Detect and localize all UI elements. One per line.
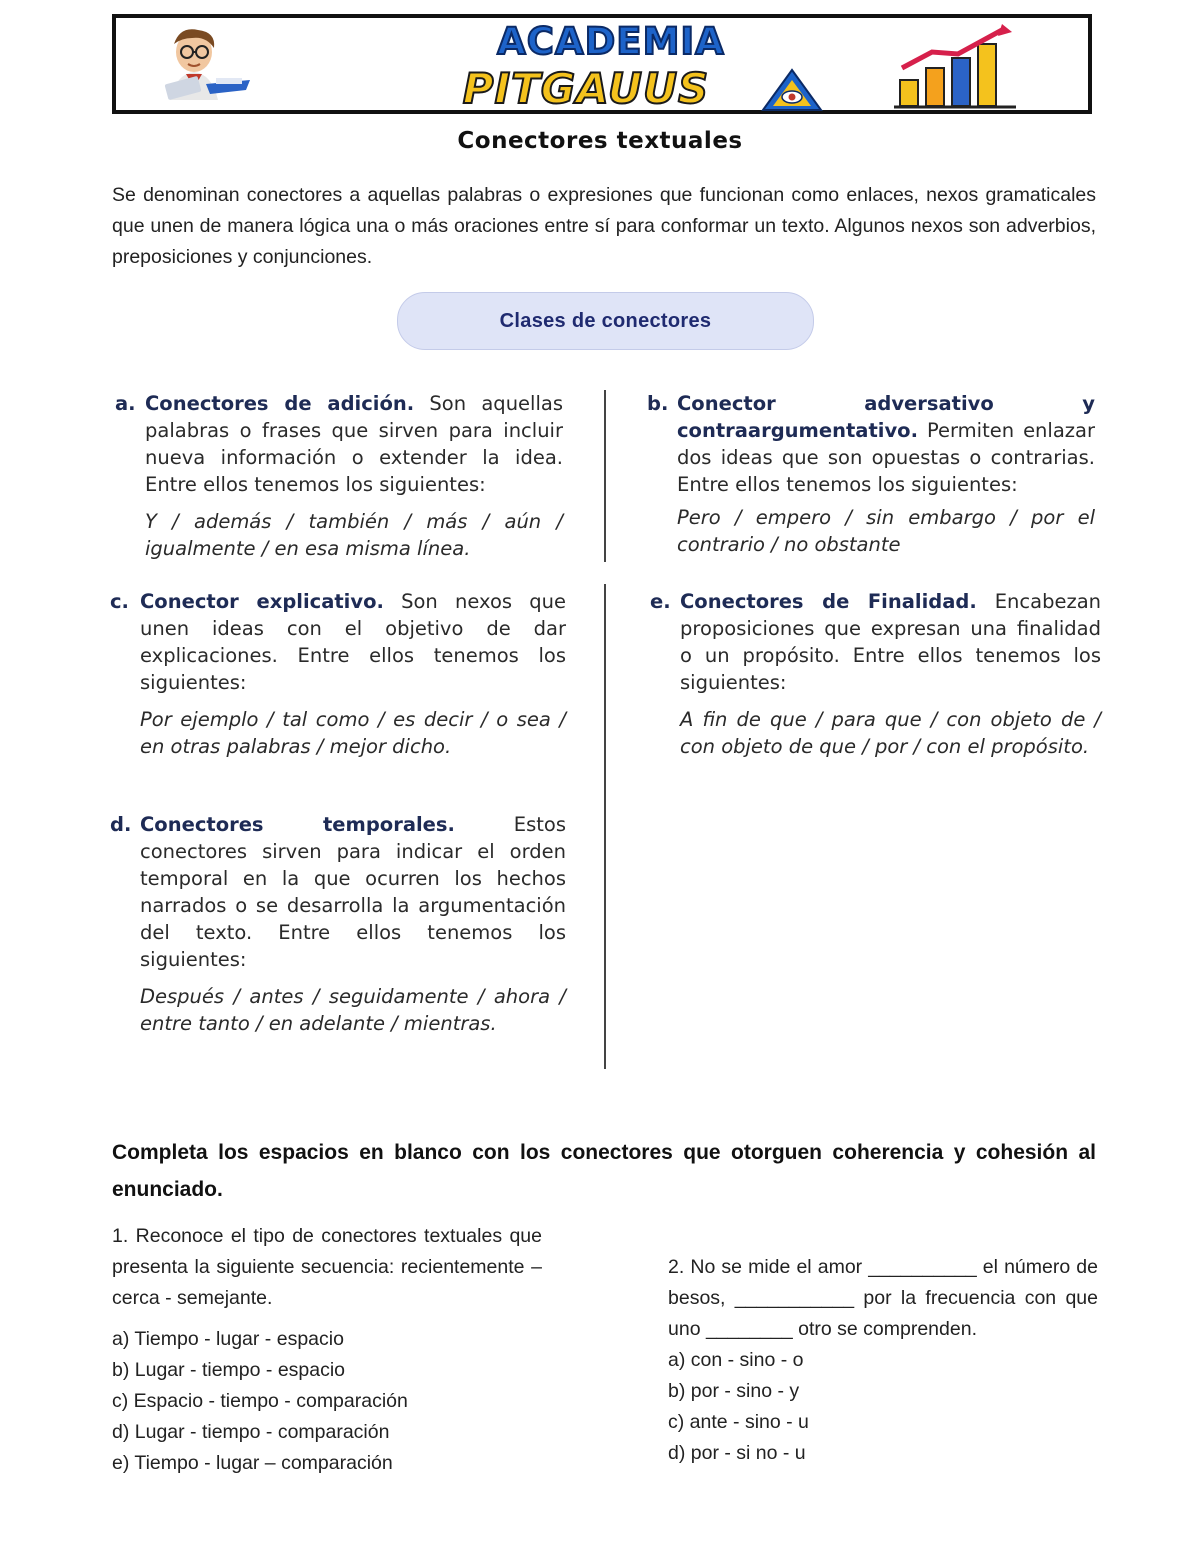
header-banner: [112, 14, 1092, 114]
connector-class-e: [650, 588, 1102, 760]
answer-option: d) Lugar - tiempo - comparación: [112, 1421, 390, 1443]
class-examples: Y / además / también / más / aún / igualmente / en esa misma línea.: [145, 510, 563, 560]
class-heading: [110, 588, 566, 696]
column-divider-top: [604, 390, 606, 562]
exercise-instruction: Completa los espacios en blanco con los conectores que otorguen coherencia y cohesión al enunciado.: [112, 1141, 1096, 1201]
class-term: Conector adversativo y contraargumentativo.: [677, 392, 1095, 442]
class-letter: b.: [647, 392, 669, 415]
class-heading: [115, 390, 563, 498]
answer-options: [668, 1345, 1098, 1469]
answer-option: c) Espacio - tiempo - comparación: [112, 1390, 408, 1412]
answer-option: c) ante - sino - u: [668, 1411, 809, 1433]
class-term: Conectores temporales.: [140, 813, 455, 836]
class-term: Conector explicativo.: [140, 590, 384, 613]
answer-options: [112, 1324, 542, 1479]
class-heading: [110, 811, 566, 973]
answer-option: e) Tiempo - lugar – comparación: [112, 1452, 393, 1474]
class-examples: Pero / empero / sin embargo / por el contrario / no obstante: [677, 506, 1095, 556]
class-term: Conectores de adición.: [145, 392, 415, 415]
connector-class-a: [115, 390, 563, 562]
triangle-eye-icon: [761, 68, 823, 112]
student-mascot-icon: [146, 24, 256, 104]
brand-line-2: PITGAUUS: [462, 64, 710, 113]
class-letter: e.: [650, 590, 671, 613]
page-title: Conectores textuales: [457, 128, 743, 154]
intro-paragraph: Se denominan conectores a aquellas palabras o expresiones que funcionan como enlaces, nexos gramaticales que unen de manera lógica una o más oraciones entre sí para conformar un texto. Algunos nexos son adverbios, preposiciones y conjunciones.: [112, 184, 1096, 268]
connector-class-b: [647, 390, 1095, 558]
class-description: Son aquellas palabras o frases que sirven para incluir nueva información o extender la idea. Entre ellos tenemos los siguientes:: [145, 392, 563, 496]
class-letter: a.: [115, 392, 136, 415]
class-description: Estos conectores sirven para indicar el orden temporal en la que ocurren los hechos narrados o se desarrolla la argumentación del texto. Entre ellos tenemos los siguientes:: [140, 813, 566, 971]
question-stem: 2. No se mide el amor __________ el número de besos, ___________ por la frecuencia con que uno ________ otro se comprenden.: [668, 1256, 1098, 1340]
answer-option: d) por - si no - u: [668, 1442, 806, 1464]
answer-option: b) Lugar - tiempo - espacio: [112, 1359, 346, 1381]
section-pill: Clases de conectores: [397, 292, 814, 350]
class-examples: Por ejemplo / tal como / es decir / o sea / en otras palabras / mejor dicho.: [140, 708, 566, 758]
class-term: Conectores de Finalidad.: [680, 590, 977, 613]
answer-option: a) con - sino - o: [668, 1349, 804, 1371]
class-description: Permiten enlazar dos ideas que son opuestas o contrarias. Entre ellos tenemos los siguientes:: [677, 419, 1095, 496]
class-description: Encabezan proposiciones que expresan una finalidad o un propósito. Entre ellos tenemos los siguientes:: [680, 590, 1102, 694]
question-1: [112, 1221, 542, 1479]
class-letter: c.: [110, 590, 129, 613]
class-heading: [647, 390, 1095, 498]
class-examples: A fin de que / para que / con objeto de / con objeto de que / por / con el propósito.: [680, 708, 1101, 758]
brand-line-1: ACADEMIA: [497, 20, 725, 63]
column-divider-bottom: [604, 584, 606, 1069]
academy-logo: [411, 20, 831, 112]
connector-class-d: [110, 811, 566, 1037]
class-letter: d.: [110, 813, 132, 836]
answer-option: a) Tiempo - lugar - espacio: [112, 1328, 344, 1350]
answer-option: b) por - sino - y: [668, 1380, 800, 1402]
connector-class-c: [110, 588, 566, 760]
growth-chart-icon: [892, 24, 1022, 110]
class-examples: Después / antes / seguidamente / ahora / entre tanto / en adelante / mientras.: [140, 985, 566, 1035]
question-stem: 1. Reconoce el tipo de conectores textuales que presenta la siguiente secuencia: recientemente – cerca - semejante.: [112, 1225, 542, 1309]
question-2: [668, 1252, 1098, 1469]
class-description: Son nexos que unen ideas con el objetivo de dar explicaciones. Entre ellos tenemos los siguientes:: [140, 590, 566, 694]
class-heading: [650, 588, 1102, 696]
